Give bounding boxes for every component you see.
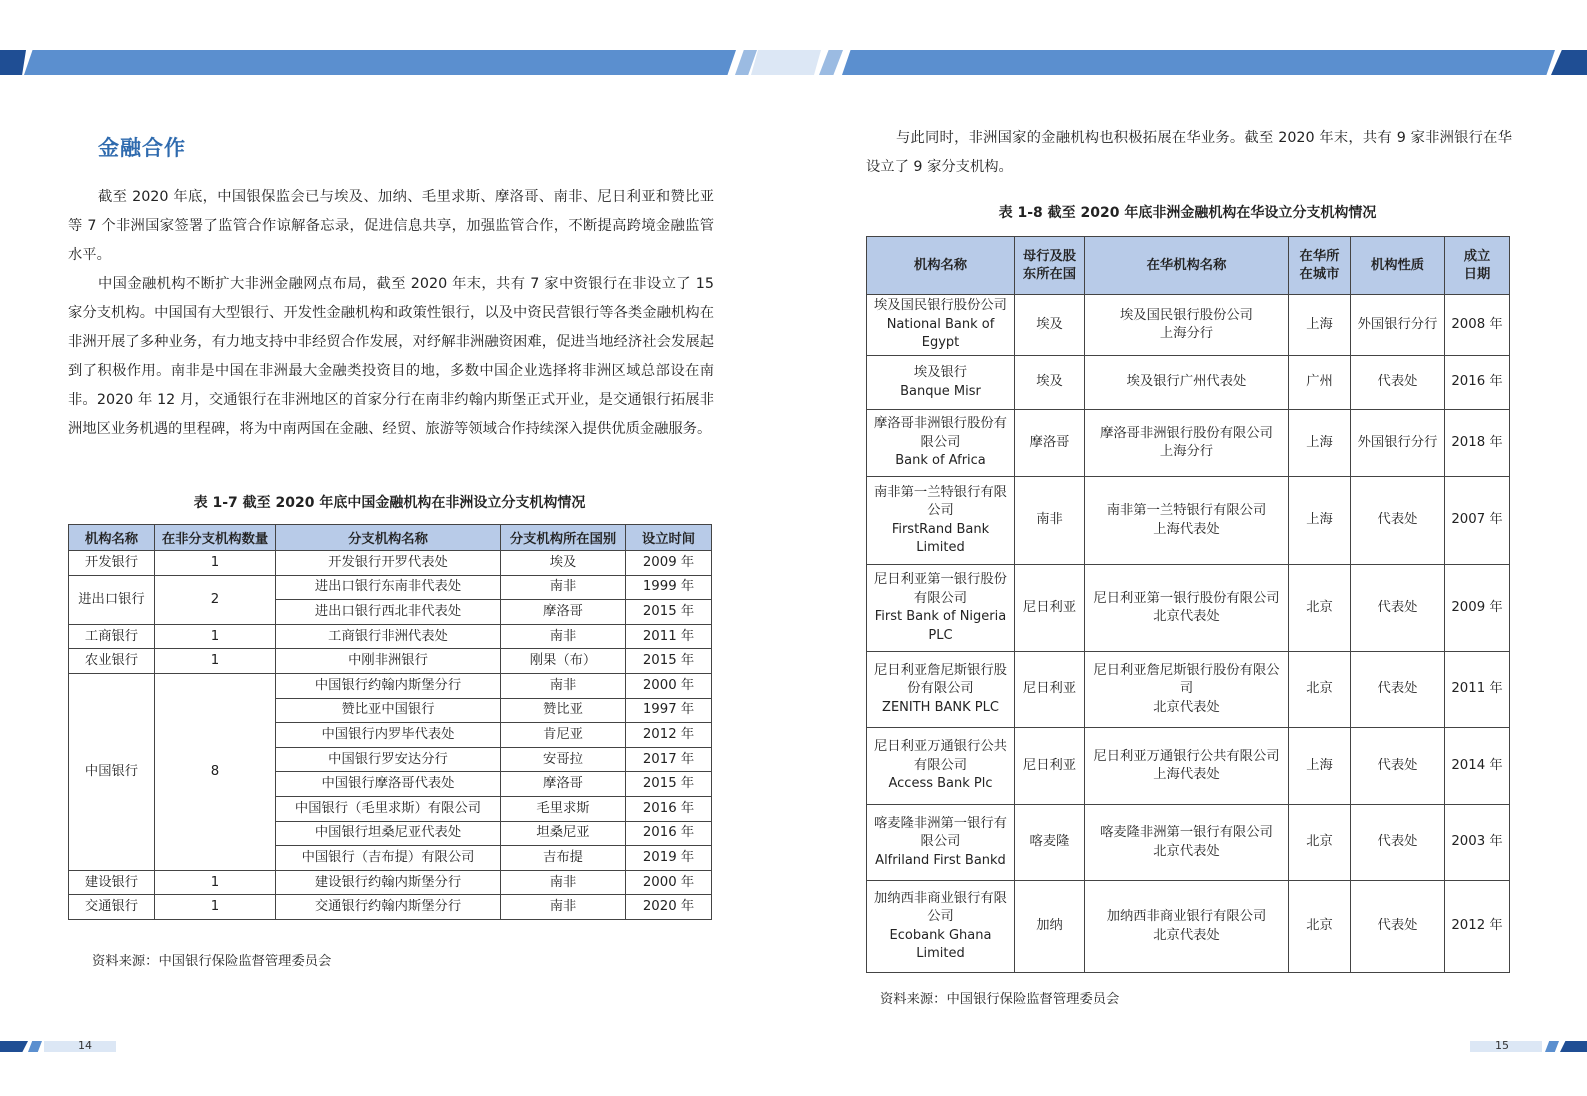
nature-cell: 代表处	[1351, 881, 1445, 973]
branch-country-cell: 毛里求斯	[501, 796, 626, 821]
established-year-cell: 2000 年	[626, 870, 712, 895]
established-year-cell: 1999 年	[626, 575, 712, 600]
branch-name-cell: 建设银行约翰内斯堡分行	[276, 870, 501, 895]
branch-country-cell: 肯尼亚	[501, 723, 626, 748]
table-header-row	[867, 237, 1510, 295]
branch-name-cell: 中国银行（毛里求斯）有限公司	[276, 796, 501, 821]
parent-country-cell: 尼日利亚	[1015, 652, 1085, 728]
cell-line: 摩洛哥非洲银行股份有限公司	[1100, 425, 1273, 441]
column-header	[1085, 237, 1289, 295]
column-header	[867, 237, 1015, 295]
branch-count-cell: 1	[155, 649, 276, 674]
cell-line: 北京代表处	[1153, 927, 1220, 943]
cell-line: 上海分行	[1159, 444, 1214, 459]
branch-count-cell: 1	[155, 870, 276, 895]
footer-bar-left-2	[28, 1041, 42, 1052]
cell-line: 摩洛哥非洲银行股份有	[874, 416, 1007, 432]
cell-line: ZENITH BANK PLC	[882, 699, 999, 715]
cell-line: 南非第一兰特银行有限公司	[1106, 503, 1267, 518]
branch-name-cell: 进出口银行东南非代表处	[276, 575, 501, 600]
established-year-cell: 2016 年	[626, 821, 712, 846]
branch-count-cell: 8	[155, 673, 276, 870]
branch-country-cell: 坦桑尼亚	[501, 821, 626, 846]
table-row	[867, 565, 1510, 652]
table-row	[867, 881, 1510, 973]
branch-name-cell: 工商银行非洲代表处	[276, 624, 501, 649]
branch-count-cell: 1	[155, 895, 276, 920]
branch-name-cell: 中刚非洲银行	[276, 649, 501, 674]
footer-bar-right	[1560, 1041, 1587, 1052]
china-branch-name-cell	[1085, 477, 1289, 565]
cell-line: 喀麦隆非洲第一银行有限公司	[1100, 825, 1273, 840]
table-row	[867, 805, 1510, 881]
branch-country-cell: 刚果（布）	[501, 649, 626, 674]
cell-line: 北京代表处	[1153, 843, 1220, 859]
footer-bar-right-2	[1545, 1041, 1559, 1052]
city-cell: 上海	[1289, 295, 1351, 356]
branch-country-cell: 南非	[501, 895, 626, 920]
institution-name-cell	[867, 410, 1015, 477]
nature-cell: 外国银行分行	[1351, 410, 1445, 477]
parent-country-cell: 尼日利亚	[1015, 728, 1085, 805]
branch-name-cell: 中国银行内罗毕代表处	[276, 723, 501, 748]
established-year-cell: 2009 年	[626, 551, 712, 576]
header-band-dark-right	[1551, 50, 1587, 75]
branch-name-cell: 中国银行摩洛哥代表处	[276, 772, 501, 797]
established-date-cell: 2016 年	[1445, 356, 1510, 410]
cell-line: National Bank of Egypt	[886, 316, 995, 351]
cell-line: 在华所	[1299, 248, 1340, 264]
cell-line: 公司	[927, 503, 954, 518]
paragraph-2: 中国金融机构不断扩大非洲金融网点布局，截至 2020 年末，共有 7 家中资银行在非设立了 15 家分支机构。中国国有大型银行、开发性金融机构和政策性银行，以及中资民营银行等各类金融机构在非洲开展了多种业务，有力地支持中非经贸合作发展，对纾解非洲融资困难，促进当地经济社会发展起到了积极作用。南非是中国在非洲最大金融类投资目的地，多数中国企业选择将非洲区域总部设在南非。2020 年 12 月，交通银行在非洲地区的首家分行在南非约翰内斯堡正式开业，是交通银行拓展非洲地区业务机遇的里程碑，将为中南两国在金融、经贸、旅游等领域合作持续深入提供优质金融服务。	[68, 276, 714, 437]
cell-line: 尼日利亚第一银行股份有限公司	[1093, 590, 1280, 606]
institution-name-cell	[867, 565, 1015, 652]
cell-line: 埃及银行广州代表处	[1126, 374, 1247, 390]
cell-line: 尼日利亚万通银行公共有限公司	[1093, 748, 1280, 764]
cell-line: 北京代表处	[1153, 699, 1220, 715]
column-header: 机构名称	[69, 525, 155, 551]
china-branch-name-cell	[1085, 410, 1289, 477]
institution-name-cell	[867, 652, 1015, 728]
bank-name-cell: 建设银行	[69, 870, 155, 895]
page-number-right: 15	[1495, 1039, 1509, 1052]
established-year-cell: 2016 年	[626, 796, 712, 821]
cell-line: Access Bank Plc	[888, 776, 993, 792]
established-date-cell: 2018 年	[1445, 410, 1510, 477]
branch-name-cell: 进出口银行西北非代表处	[276, 600, 501, 625]
cell-line: 尼日利亚詹尼斯银行股	[874, 662, 1007, 678]
branch-name-cell: 赞比亚中国银行	[276, 698, 501, 723]
city-cell: 上海	[1289, 728, 1351, 805]
table-row	[69, 870, 712, 895]
page-number-left: 14	[78, 1039, 92, 1052]
cell-line: 埃及国民银行股份公司	[874, 298, 1007, 314]
table-row	[69, 895, 712, 920]
cell-line: 在华机构名称	[1146, 257, 1227, 273]
established-year-cell: 2020 年	[626, 895, 712, 920]
cell-line: 机构名称	[913, 257, 968, 273]
column-header: 分支机构名称	[276, 525, 501, 551]
china-branch-name-cell	[1085, 728, 1289, 805]
china-branch-name-cell	[1085, 295, 1289, 356]
cell-line: 尼日利亚万通银行公共	[874, 739, 1007, 755]
cell-line: Limited	[916, 540, 965, 555]
branch-country-cell: 南非	[501, 575, 626, 600]
table-row	[867, 295, 1510, 356]
established-year-cell: 2017 年	[626, 747, 712, 772]
city-cell: 北京	[1289, 565, 1351, 652]
table-1-7	[68, 524, 712, 920]
china-branch-name-cell	[1085, 356, 1289, 410]
branch-name-cell: 中国银行坦桑尼亚代表处	[276, 821, 501, 846]
bank-name-cell: 中国银行	[69, 673, 155, 870]
nature-cell: 代表处	[1351, 356, 1445, 410]
cell-line: 北京代表处	[1153, 609, 1220, 624]
established-year-cell: 2015 年	[626, 772, 712, 797]
institution-name-cell	[867, 881, 1015, 973]
table-header-row	[69, 525, 712, 551]
established-date-cell: 2012 年	[1445, 881, 1510, 973]
cell-line: 南非第一兰特银行有限	[874, 484, 1007, 500]
cell-line: Banque Misr	[900, 383, 981, 399]
cell-line: 限公司	[920, 434, 961, 450]
bank-name-cell: 交通银行	[69, 895, 155, 920]
cell-line: 加纳西非商业银行有限公司	[1106, 909, 1267, 924]
china-branch-name-cell	[1085, 805, 1289, 881]
established-date-cell: 2009 年	[1445, 565, 1510, 652]
established-date-cell: 2014 年	[1445, 728, 1510, 805]
table-row	[69, 551, 712, 576]
branch-name-cell: 中国银行罗安达分行	[276, 747, 501, 772]
cell-line: 机构性质	[1370, 257, 1425, 273]
table-row	[867, 652, 1510, 728]
institution-name-cell	[867, 356, 1015, 410]
cell-line: 埃及银行	[913, 365, 968, 380]
intro-paragraph: 与此同时，非洲国家的金融机构也积极拓展在华业务。截至 2020 年末，共有 9 家非洲银行在华设立了 9 家分支机构。	[866, 130, 1512, 175]
branch-country-cell: 赞比亚	[501, 698, 626, 723]
institution-name-cell	[867, 728, 1015, 805]
established-year-cell: 1997 年	[626, 698, 712, 723]
cell-line: Ecobank Ghana	[889, 927, 992, 943]
table-row	[867, 477, 1510, 565]
header-band-light	[751, 50, 821, 75]
branch-country-cell: 安哥拉	[501, 747, 626, 772]
table-row	[69, 624, 712, 649]
city-cell: 北京	[1289, 652, 1351, 728]
table-row	[867, 356, 1510, 410]
cell-line: Alfriland First Bankd	[875, 852, 1006, 868]
table-1-8	[866, 236, 1510, 973]
institution-name-cell	[867, 477, 1015, 565]
cell-line: 在城市	[1299, 266, 1340, 282]
established-year-cell: 2019 年	[626, 846, 712, 871]
city-cell: 北京	[1289, 881, 1351, 973]
branch-count-cell: 1	[155, 551, 276, 576]
column-header	[1351, 237, 1445, 295]
column-header: 分支机构所在国别	[501, 525, 626, 551]
cell-line: 埃及国民银行股份公司	[1120, 307, 1253, 323]
parent-country-cell: 埃及	[1015, 295, 1085, 356]
parent-country-cell: 埃及	[1015, 356, 1085, 410]
section-title: 金融合作	[98, 136, 186, 160]
bank-name-cell: 农业银行	[69, 649, 155, 674]
column-header	[1445, 237, 1510, 295]
cell-line: 日期	[1463, 266, 1491, 282]
established-date-cell: 2007 年	[1445, 477, 1510, 565]
nature-cell: 代表处	[1351, 652, 1445, 728]
table-row	[867, 728, 1510, 805]
cell-line: 东所在国	[1022, 266, 1077, 282]
branch-name-cell: 开发银行开罗代表处	[276, 551, 501, 576]
footer-bar-left	[0, 1041, 28, 1052]
branch-name-cell: 中国银行（吉布提）有限公司	[276, 846, 501, 871]
parent-country-cell: 摩洛哥	[1015, 410, 1085, 477]
branch-country-cell: 南非	[501, 870, 626, 895]
established-year-cell: 2000 年	[626, 673, 712, 698]
header-band-left	[24, 50, 736, 75]
cell-line: 加纳西非商业银行有限	[874, 890, 1007, 906]
cell-line: 母行及股	[1022, 248, 1077, 264]
branch-count-cell: 1	[155, 624, 276, 649]
city-cell: 上海	[1289, 477, 1351, 565]
branch-name-cell: 交通银行约翰内斯堡分行	[276, 895, 501, 920]
nature-cell: 代表处	[1351, 477, 1445, 565]
cell-line: 有限公司	[913, 590, 968, 606]
cell-line: 上海分行	[1159, 326, 1214, 341]
header-band-right	[842, 50, 1555, 75]
cell-line: 尼日利亚第一银行股份	[874, 572, 1007, 587]
parent-country-cell: 加纳	[1015, 881, 1085, 973]
cell-line: 份有限公司	[907, 681, 974, 697]
branch-country-cell: 吉布提	[501, 846, 626, 871]
cell-line: 成立	[1463, 248, 1491, 264]
parent-country-cell: 尼日利亚	[1015, 565, 1085, 652]
cell-line: Limited	[916, 946, 965, 961]
table-1-7-caption: 表 1-7 截至 2020 年底中国金融机构在非洲设立分支机构情况	[193, 495, 586, 511]
cell-line: 上海代表处	[1153, 521, 1220, 537]
bank-name-cell: 开发银行	[69, 551, 155, 576]
city-cell: 广州	[1289, 356, 1351, 410]
nature-cell: 代表处	[1351, 805, 1445, 881]
china-branch-name-cell	[1085, 652, 1289, 728]
branch-count-cell: 2	[155, 575, 276, 624]
city-cell: 北京	[1289, 805, 1351, 881]
established-year-cell: 2012 年	[626, 723, 712, 748]
source-note-right: 资料来源：中国银行保险监督管理委员会	[880, 992, 1120, 1007]
established-year-cell: 2015 年	[626, 649, 712, 674]
column-header: 在非分支机构数量	[155, 525, 276, 551]
institution-name-cell	[867, 295, 1015, 356]
column-header	[1015, 237, 1085, 295]
table-row	[69, 673, 712, 698]
header-band-accent-2	[819, 50, 843, 75]
table-row	[867, 410, 1510, 477]
table-row	[69, 649, 712, 674]
nature-cell: 外国银行分行	[1351, 295, 1445, 356]
nature-cell: 代表处	[1351, 728, 1445, 805]
institution-name-cell	[867, 805, 1015, 881]
branch-name-cell: 中国银行约翰内斯堡分行	[276, 673, 501, 698]
cell-line: First Bank of Nigeria PLC	[874, 609, 1007, 643]
established-date-cell: 2003 年	[1445, 805, 1510, 881]
table-1-8-caption: 表 1-8 截至 2020 年底非洲金融机构在华设立分支机构情况	[998, 205, 1377, 221]
cell-line: 上海代表处	[1153, 767, 1220, 782]
established-year-cell: 2015 年	[626, 600, 712, 625]
bank-name-cell: 进出口银行	[69, 575, 155, 624]
established-year-cell: 2011 年	[626, 624, 712, 649]
branch-country-cell: 摩洛哥	[501, 600, 626, 625]
branch-country-cell: 南非	[501, 624, 626, 649]
cell-line: FirstRand Bank	[891, 521, 990, 537]
city-cell: 上海	[1289, 410, 1351, 477]
branch-country-cell: 南非	[501, 673, 626, 698]
nature-cell: 代表处	[1351, 565, 1445, 652]
cell-line: 公司	[927, 909, 954, 924]
china-branch-name-cell	[1085, 565, 1289, 652]
branch-country-cell: 摩洛哥	[501, 772, 626, 797]
column-header: 设立时间	[626, 525, 712, 551]
cell-line: 喀麦隆非洲第一银行有	[874, 815, 1007, 831]
branch-country-cell: 埃及	[501, 551, 626, 576]
cell-line: 限公司	[920, 834, 961, 850]
table-row	[69, 575, 712, 600]
cell-line: 尼日利亚詹尼斯银行股份有限公司	[1093, 662, 1280, 697]
column-header	[1289, 237, 1351, 295]
established-date-cell: 2011 年	[1445, 652, 1510, 728]
source-note-left: 资料来源：中国银行保险监督管理委员会	[92, 954, 332, 969]
parent-country-cell: 南非	[1015, 477, 1085, 565]
bank-name-cell: 工商银行	[69, 624, 155, 649]
cell-line: Bank of Africa	[895, 453, 986, 469]
paragraph-1: 截至 2020 年底，中国银保监会已与埃及、加纳、毛里求斯、摩洛哥、南非、尼日利亚和赞比亚等 7 个非洲国家签署了监管合作谅解备忘录，促进信息共享，加强监管合作，不断提高跨境金融监管水平。	[68, 189, 714, 263]
parent-country-cell: 喀麦隆	[1015, 805, 1085, 881]
established-date-cell: 2008 年	[1445, 295, 1510, 356]
china-branch-name-cell	[1085, 881, 1289, 973]
header-band-dark	[0, 50, 26, 75]
cell-line: 有限公司	[913, 757, 968, 773]
